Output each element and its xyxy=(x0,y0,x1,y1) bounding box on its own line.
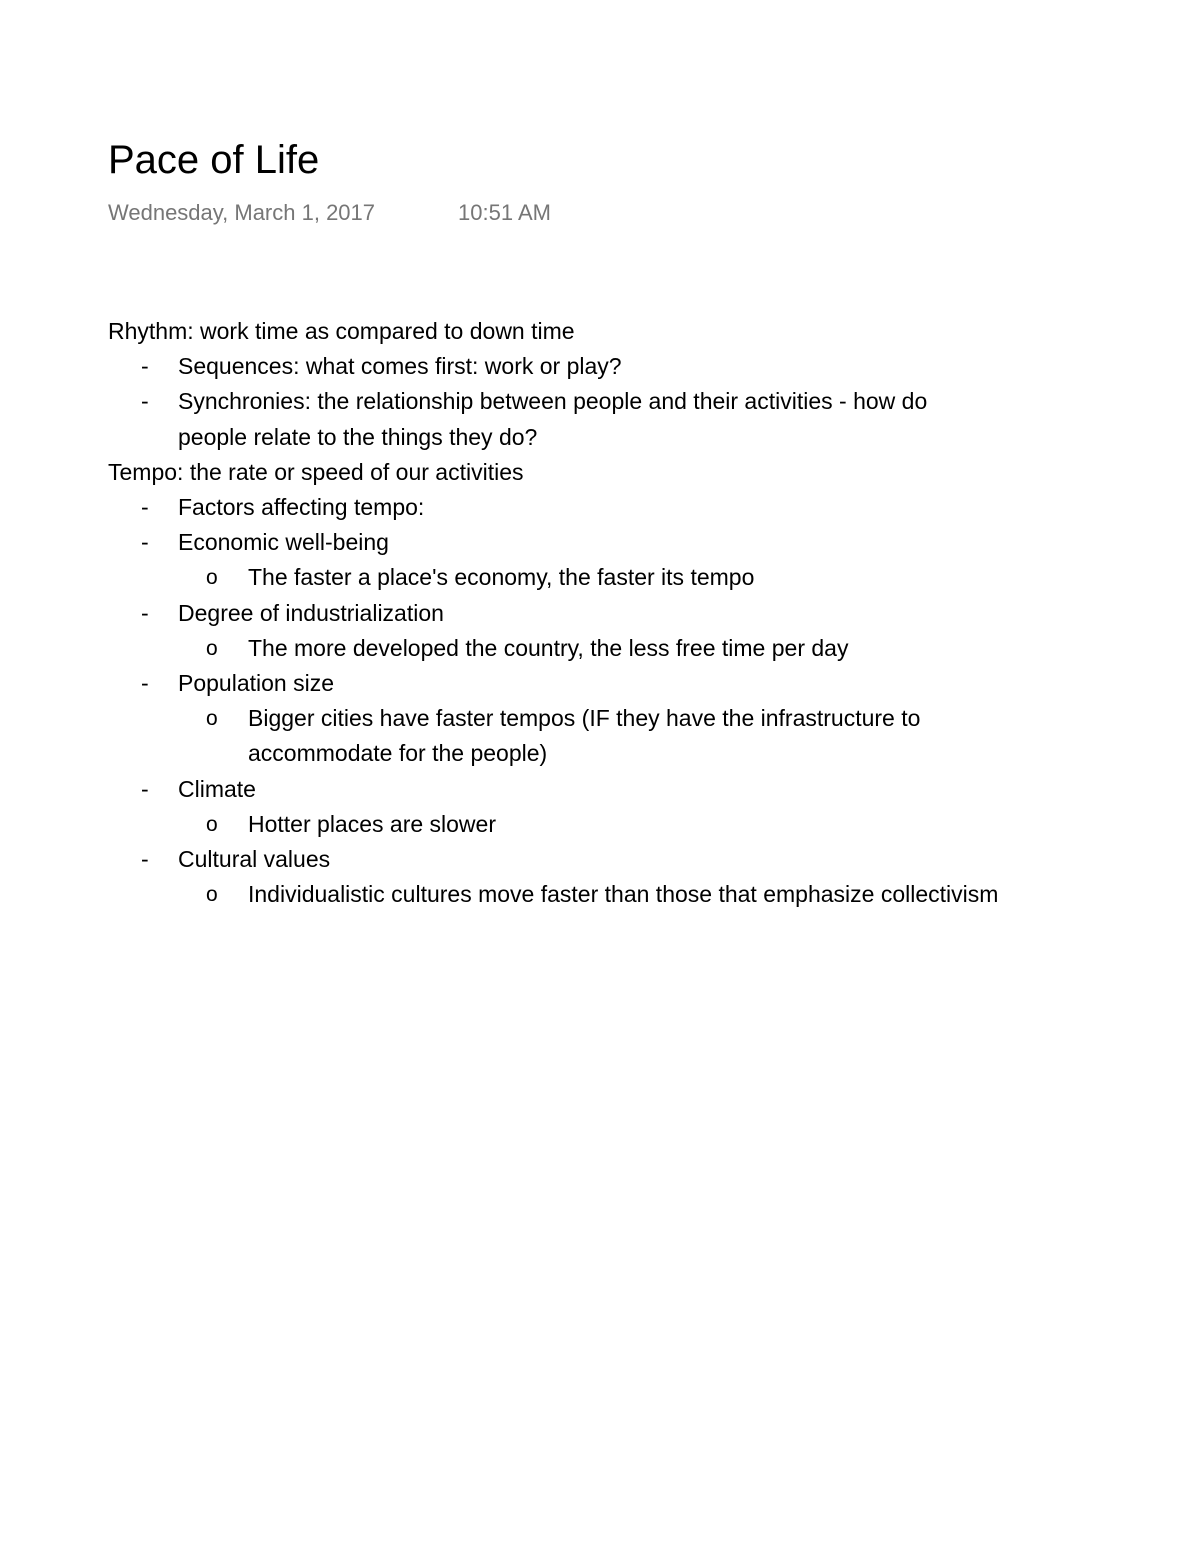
list-item-text: people relate to the things they do? xyxy=(178,423,538,450)
list-item xyxy=(108,314,1168,349)
dash-bullet-icon: - xyxy=(141,775,149,802)
page-date: Wednesday, March 1, 2017 xyxy=(108,200,376,225)
list-item xyxy=(108,349,1168,384)
circle-bullet-icon: o xyxy=(206,566,218,590)
list-item-text: accommodate for the people) xyxy=(248,740,548,767)
list-item-text: Bigger cities have faster tempos (IF they have the infrastructure to xyxy=(248,705,921,732)
list-item xyxy=(108,877,1168,912)
list-item-text: The faster a place's economy, the faster its tempo xyxy=(248,564,755,591)
dash-bullet-icon: - xyxy=(141,529,149,556)
page-metadata xyxy=(108,199,551,227)
list-item-text: The more developed the country, the less free time per day xyxy=(248,634,849,661)
list-item xyxy=(108,666,1168,701)
list-item xyxy=(108,596,1168,631)
list-item xyxy=(108,560,1168,595)
dash-bullet-icon: - xyxy=(141,388,149,415)
list-item-text: Rhythm: work time as compared to down time xyxy=(108,318,575,344)
list-item-text: Population size xyxy=(178,670,334,697)
list-item-text: Synchronies: the relationship between people and their activities - how do xyxy=(178,388,928,415)
list-item-text: Factors affecting tempo: xyxy=(178,494,425,521)
list-item xyxy=(108,701,1168,736)
dash-bullet-icon: - xyxy=(141,846,149,873)
dash-bullet-icon: - xyxy=(141,353,149,380)
list-item xyxy=(108,455,1168,490)
list-item-text: Degree of industrialization xyxy=(178,599,444,626)
page-time: 10:51 AM xyxy=(458,200,551,225)
circle-bullet-icon: o xyxy=(206,883,218,907)
list-item-continuation xyxy=(108,420,1168,455)
list-item xyxy=(108,772,1168,807)
list-item xyxy=(108,807,1168,842)
list-item-text: Sequences: what comes first: work or play? xyxy=(178,353,622,380)
list-item xyxy=(108,842,1168,877)
list-item-continuation xyxy=(108,736,1168,771)
dash-bullet-icon: - xyxy=(141,599,149,626)
list-item-text: Hotter places are slower xyxy=(248,810,496,837)
circle-bullet-icon: o xyxy=(206,636,218,660)
note-body xyxy=(108,314,1168,912)
list-item-text: Economic well-being xyxy=(178,529,389,556)
list-item-text: Individualistic cultures move faster than those that emphasize collectivism xyxy=(248,881,999,908)
list-item-text: Tempo: the rate or speed of our activities xyxy=(108,458,524,485)
page-title: Pace of Life xyxy=(108,138,320,182)
list-item xyxy=(108,384,1168,419)
circle-bullet-icon: o xyxy=(206,707,218,731)
dash-bullet-icon: - xyxy=(141,670,149,697)
circle-bullet-icon: o xyxy=(206,812,218,836)
list-item xyxy=(108,525,1168,560)
dash-bullet-icon: - xyxy=(141,494,149,521)
list-item xyxy=(108,490,1168,525)
list-item-text: Cultural values xyxy=(178,846,331,873)
list-item xyxy=(108,631,1168,666)
list-item-text: Climate xyxy=(178,775,256,802)
